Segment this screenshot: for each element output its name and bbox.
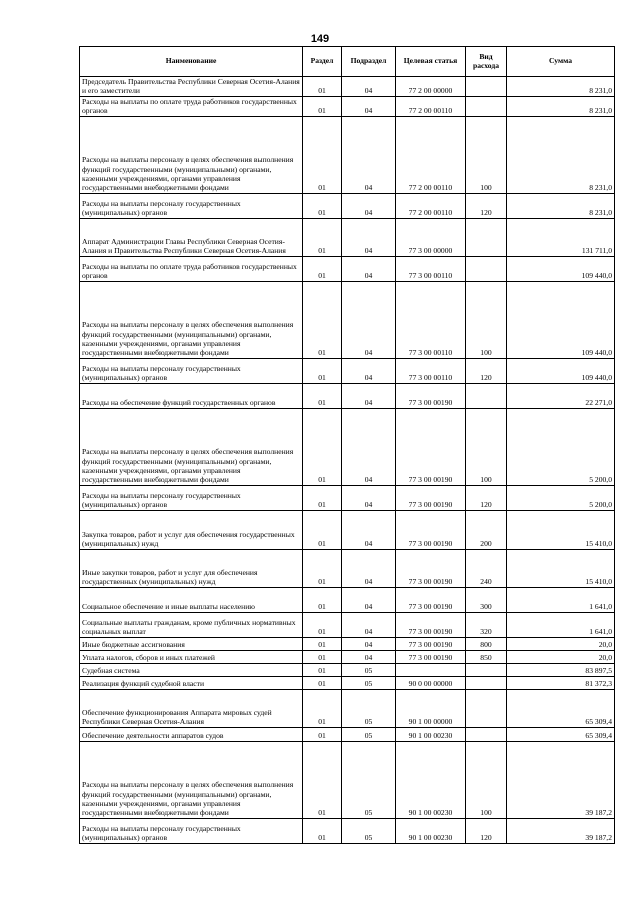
row-target: 77 2 00 00110	[396, 193, 466, 218]
row-subsection: 04	[342, 485, 396, 510]
row-section: 01	[303, 485, 342, 510]
page-number: 149	[310, 33, 330, 45]
row-name: Расходы на обеспечение функций государственных органов	[80, 383, 303, 408]
header-subsection: Подраздел	[342, 47, 396, 77]
header-name: Наименование	[80, 47, 303, 77]
row-section: 01	[303, 676, 342, 689]
row-type: 120	[466, 818, 507, 843]
row-target: 77 2 00 00110	[396, 96, 466, 116]
row-target: 77 3 00 00110	[396, 281, 466, 358]
table-row	[80, 818, 615, 843]
row-sum: 1 641,0	[507, 612, 615, 637]
row-sum: 39 187,2	[507, 818, 615, 843]
table-row	[80, 96, 615, 116]
row-section: 01	[303, 818, 342, 843]
table-row	[80, 358, 615, 383]
table-row	[80, 116, 615, 193]
table-row	[80, 727, 615, 741]
table-row	[80, 587, 615, 612]
row-type	[466, 218, 507, 256]
table-header-row	[80, 47, 615, 77]
row-target: 77 3 00 00190	[396, 612, 466, 637]
row-target	[396, 663, 466, 676]
row-sum: 109 440,0	[507, 281, 615, 358]
row-section: 01	[303, 689, 342, 727]
row-section: 01	[303, 650, 342, 663]
row-subsection: 04	[342, 587, 396, 612]
row-name: Расходы на выплаты по оплате труда работников государственных органов	[80, 96, 303, 116]
table-row	[80, 637, 615, 650]
row-sum: 39 187,2	[507, 741, 615, 818]
row-name: Аппарат Администрации Главы Республики Северная Осетия-Алания и Правительства Республики Северная Осетия-Алания	[80, 218, 303, 256]
row-subsection: 04	[342, 383, 396, 408]
row-type	[466, 727, 507, 741]
row-sum: 5 200,0	[507, 485, 615, 510]
row-sum: 20,0	[507, 637, 615, 650]
row-subsection: 04	[342, 218, 396, 256]
row-subsection: 04	[342, 549, 396, 587]
row-sum: 5 200,0	[507, 408, 615, 485]
row-target: 90 1 00 00000	[396, 689, 466, 727]
row-sum: 109 440,0	[507, 256, 615, 281]
table-row	[80, 676, 615, 689]
row-name: Расходы на выплаты персоналу государственных (муниципальных) органов	[80, 193, 303, 218]
row-type: 100	[466, 408, 507, 485]
row-subsection: 04	[342, 77, 396, 97]
header-section: Раздел	[303, 47, 342, 77]
row-target: 90 1 00 00230	[396, 741, 466, 818]
header-target: Целевая статья	[396, 47, 466, 77]
row-type: 120	[466, 193, 507, 218]
row-sum: 22 271,0	[507, 383, 615, 408]
row-sum: 15 410,0	[507, 549, 615, 587]
row-type: 800	[466, 637, 507, 650]
row-sum: 131 711,0	[507, 218, 615, 256]
row-type: 240	[466, 549, 507, 587]
row-target: 90 1 00 00230	[396, 727, 466, 741]
row-sum: 1 641,0	[507, 587, 615, 612]
row-subsection: 04	[342, 612, 396, 637]
row-type: 200	[466, 510, 507, 549]
row-section: 01	[303, 96, 342, 116]
table-row	[80, 650, 615, 663]
row-section: 01	[303, 727, 342, 741]
row-target: 90 0 00 00000	[396, 676, 466, 689]
row-sum: 109 440,0	[507, 358, 615, 383]
row-target: 77 3 00 00110	[396, 256, 466, 281]
row-subsection: 04	[342, 510, 396, 549]
header-type: Вид расхода	[466, 47, 507, 77]
table-row	[80, 612, 615, 637]
row-name: Закупка товаров, работ и услуг для обеспечения государственных (муниципальных) нужд	[80, 510, 303, 549]
row-type: 100	[466, 281, 507, 358]
row-subsection: 05	[342, 727, 396, 741]
row-target: 77 3 00 00190	[396, 408, 466, 485]
row-sum: 8 231,0	[507, 193, 615, 218]
row-target: 77 3 00 00190	[396, 637, 466, 650]
row-target: 77 3 00 00190	[396, 383, 466, 408]
table-row	[80, 689, 615, 727]
row-target: 77 2 00 00000	[396, 77, 466, 97]
row-subsection: 05	[342, 663, 396, 676]
table-row	[80, 485, 615, 510]
table-row	[80, 549, 615, 587]
row-name: Расходы на выплаты персоналу государственных (муниципальных) органов	[80, 818, 303, 843]
row-type: 300	[466, 587, 507, 612]
table-row	[80, 256, 615, 281]
row-sum: 65 309,4	[507, 727, 615, 741]
row-type	[466, 383, 507, 408]
row-name: Расходы на выплаты персоналу государственных (муниципальных) органов	[80, 485, 303, 510]
row-type: 850	[466, 650, 507, 663]
row-name: Социальное обеспечение и иные выплаты населению	[80, 587, 303, 612]
row-target: 77 2 00 00110	[396, 116, 466, 193]
table-row	[80, 510, 615, 549]
header-sum: Сумма	[507, 47, 615, 77]
row-sum: 8 231,0	[507, 96, 615, 116]
row-subsection: 05	[342, 818, 396, 843]
row-section: 01	[303, 510, 342, 549]
table-row	[80, 218, 615, 256]
row-section: 01	[303, 358, 342, 383]
row-target: 77 3 00 00000	[396, 218, 466, 256]
row-section: 01	[303, 193, 342, 218]
row-sum: 83 897,5	[507, 663, 615, 676]
row-section: 01	[303, 408, 342, 485]
row-type	[466, 676, 507, 689]
row-name: Обеспечение функционирования Аппарата мировых судей Республики Северная Осетия-Алания	[80, 689, 303, 727]
row-subsection: 04	[342, 650, 396, 663]
row-subsection: 05	[342, 676, 396, 689]
row-subsection: 04	[342, 193, 396, 218]
row-type	[466, 256, 507, 281]
row-name: Обеспечение деятельности аппаратов судов	[80, 727, 303, 741]
row-name: Судебная система	[80, 663, 303, 676]
row-target: 77 3 00 00110	[396, 358, 466, 383]
row-section: 01	[303, 77, 342, 97]
row-target: 77 3 00 00190	[396, 650, 466, 663]
row-target: 77 3 00 00190	[396, 485, 466, 510]
row-name: Расходы на выплаты персоналу в целях обеспечения выполнения функций государственными (муниципальными) органами, казенными учреждениями, органами управления государственными внебюджетными фондами	[80, 408, 303, 485]
row-subsection: 04	[342, 408, 396, 485]
row-name: Иные закупки товаров, работ и услуг для обеспечения государственных (муниципальных) нужд	[80, 549, 303, 587]
row-type: 320	[466, 612, 507, 637]
row-section: 01	[303, 663, 342, 676]
row-subsection: 05	[342, 741, 396, 818]
row-name: Расходы на выплаты персоналу в целях обеспечения выполнения функций государственными (муниципальными) органами, казенными учреждениями, органами управления государственными внебюджетными фондами	[80, 281, 303, 358]
row-section: 01	[303, 741, 342, 818]
row-section: 01	[303, 587, 342, 612]
row-section: 01	[303, 549, 342, 587]
row-section: 01	[303, 116, 342, 193]
row-type: 100	[466, 116, 507, 193]
row-name: Председатель Правительства Республики Северная Осетия-Алания и его заместители	[80, 77, 303, 97]
row-section: 01	[303, 383, 342, 408]
row-name: Расходы на выплаты персоналу в целях обеспечения выполнения функций государственными (муниципальными) органами, казенными учреждениями, органами управления государственными внебюджетными фондами	[80, 741, 303, 818]
row-subsection: 04	[342, 281, 396, 358]
table-row	[80, 663, 615, 676]
row-subsection: 04	[342, 116, 396, 193]
row-section: 01	[303, 256, 342, 281]
row-type: 120	[466, 485, 507, 510]
table-row	[80, 383, 615, 408]
row-type	[466, 77, 507, 97]
row-section: 01	[303, 218, 342, 256]
row-name: Расходы на выплаты персоналу государственных (муниципальных) органов	[80, 358, 303, 383]
row-subsection: 05	[342, 689, 396, 727]
table-row	[80, 741, 615, 818]
table-row	[80, 77, 615, 97]
table-row	[80, 408, 615, 485]
row-type: 100	[466, 741, 507, 818]
budget-table	[79, 46, 615, 844]
row-sum: 15 410,0	[507, 510, 615, 549]
row-name: Расходы на выплаты по оплате труда работников государственных органов	[80, 256, 303, 281]
row-section: 01	[303, 281, 342, 358]
row-type: 120	[466, 358, 507, 383]
row-name: Иные бюджетные ассигнования	[80, 637, 303, 650]
row-name: Расходы на выплаты персоналу в целях обеспечения выполнения функций государственными (муниципальными) органами, казенными учреждениями, органами управления государственными внебюджетными фондами	[80, 116, 303, 193]
row-sum: 8 231,0	[507, 77, 615, 97]
row-target: 77 3 00 00190	[396, 510, 466, 549]
row-target: 77 3 00 00190	[396, 549, 466, 587]
table-row	[80, 281, 615, 358]
row-target: 77 3 00 00190	[396, 587, 466, 612]
row-name: Уплата налогов, сборов и иных платежей	[80, 650, 303, 663]
row-name: Социальные выплаты гражданам, кроме публичных нормативных социальных выплат	[80, 612, 303, 637]
row-sum: 81 372,3	[507, 676, 615, 689]
row-subsection: 04	[342, 637, 396, 650]
table-row	[80, 193, 615, 218]
row-section: 01	[303, 637, 342, 650]
row-type	[466, 663, 507, 676]
row-target: 90 1 00 00230	[396, 818, 466, 843]
row-subsection: 04	[342, 96, 396, 116]
row-type	[466, 96, 507, 116]
row-subsection: 04	[342, 358, 396, 383]
row-type	[466, 689, 507, 727]
row-sum: 20,0	[507, 650, 615, 663]
row-name: Реализация функций судебной власти	[80, 676, 303, 689]
row-section: 01	[303, 612, 342, 637]
row-sum: 65 309,4	[507, 689, 615, 727]
row-sum: 8 231,0	[507, 116, 615, 193]
row-subsection: 04	[342, 256, 396, 281]
